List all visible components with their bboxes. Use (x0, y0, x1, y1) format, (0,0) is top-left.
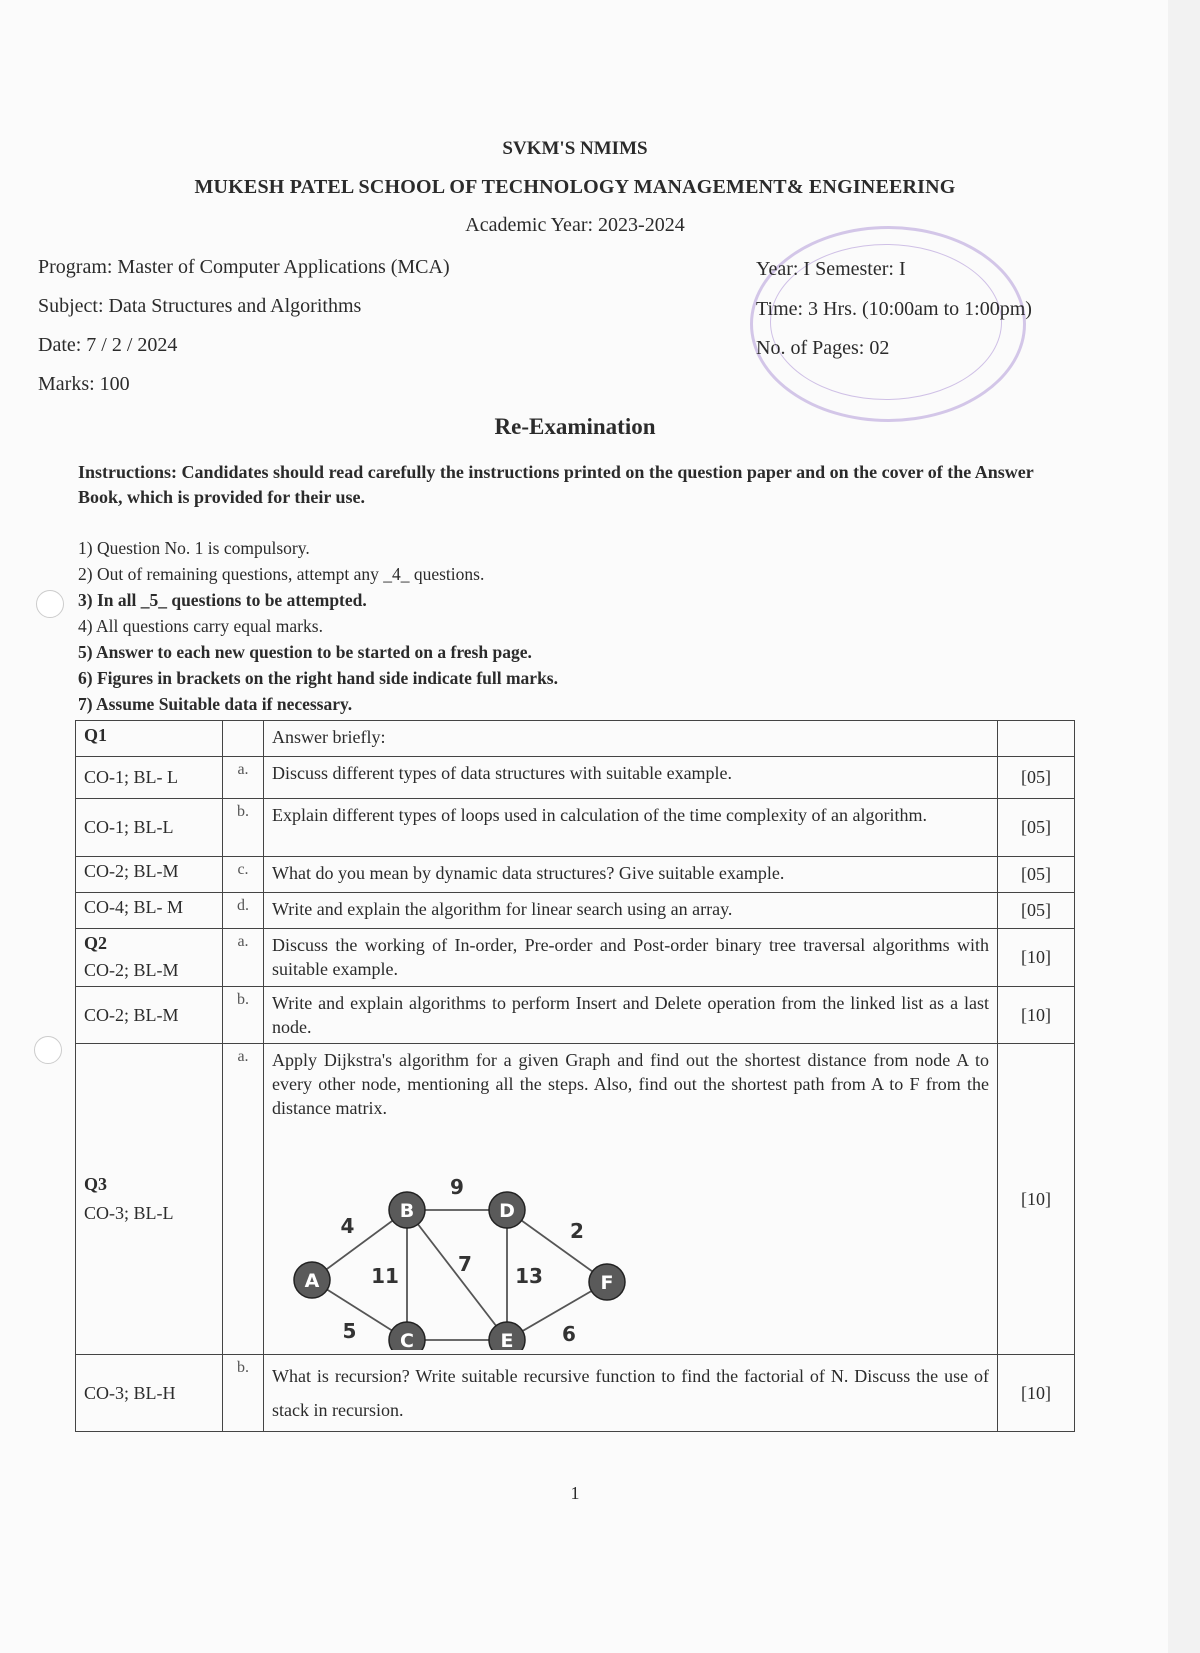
school-name: MUKESH PATEL SCHOOL OF TECHNOLOGY MANAGEMENT& ENGINEERING (194, 176, 956, 198)
instructions: Instructions: Candidates should read carefully the instructions printed on the question paper and on the cover of the Answer Book, which is provided for their use. (78, 462, 1034, 507)
node-label: C (400, 1330, 414, 1350)
co-bl: CO-2; BL-M (84, 960, 179, 980)
rule-item: 6) Figures in brackets on the right hand side indicate full marks. (78, 668, 558, 688)
rules-list (78, 535, 558, 717)
question-marks: [10] (998, 1044, 1075, 1355)
table-row: CO-4; BL- M d. Write and explain the algorithm for linear search using an array. [05] (76, 893, 1075, 929)
rule-item: 3) In all _5_ questions to be attempted. (78, 590, 367, 610)
table-row: CO-2; BL-M b. Write and explain algorithms to perform Insert and Delete operation from the linked list as a last node. [10] (76, 987, 1075, 1044)
edge-weight: 5 (342, 1319, 357, 1343)
edge-weight: 6 (562, 1322, 576, 1346)
question-text: What is recursion? Write suitable recursive function to find the factorial of N. Discuss the use of stack in recursion. (264, 1355, 998, 1432)
rule-item: 7) Assume Suitable data if necessary. (78, 694, 353, 714)
table-row: CO-3; BL-H b. What is recursion? Write suitable recursive function to find the factorial of N. Discuss the use of stack in recursion. [10] (76, 1355, 1075, 1432)
question-text: Write and explain algorithms to perform Insert and Delete operation from the linked list as a last node. (264, 987, 998, 1044)
question-text: Discuss different types of data structures with suitable example. (264, 757, 998, 799)
edge-weight: 7 (458, 1252, 472, 1276)
punch-hole (36, 590, 64, 618)
edge-weight: 9 (450, 1175, 464, 1199)
subject: Subject: Data Structures and Algorithms (38, 295, 362, 317)
punch-hole (34, 1036, 62, 1064)
question-number: Q2 (84, 933, 108, 953)
node-label: D (499, 1200, 515, 1222)
question-number: Q1 (76, 721, 223, 757)
table-row: Q3 CO-3; BL-L a. Apply Dijkstra's algorithm for a given Graph and find out the shortest distance from node A to every other node, mentioning all the steps. Also, find out the shortest path from A to F from the distance matrix. 4 5 11 9 7 13 2 6 A B C D E F [10] (76, 1044, 1075, 1355)
question-marks: [10] (998, 1355, 1075, 1432)
rule-item: 1) Question No. 1 is compulsory. (78, 538, 310, 558)
edge-weight: 2 (570, 1219, 584, 1243)
dijkstra-graph (272, 1130, 672, 1350)
question-marks: [05] (998, 757, 1075, 799)
question-marks: [10] (998, 987, 1075, 1044)
node-label: B (399, 1200, 415, 1222)
co-bl: CO-2; BL-M (76, 987, 223, 1044)
question-marks: [05] (998, 857, 1075, 893)
question-text: Apply Dijkstra's algorithm for a given Graph and find out the shortest distance from node A to every other node, mentioning all the steps. Also, find out the shortest path from A to F from the distance matrix. (272, 1050, 989, 1118)
graph-edge-BE (407, 1210, 507, 1340)
question-marks: [10] (998, 929, 1075, 987)
question-table (75, 720, 1075, 1432)
question-text: Explain different types of loops used in calculation of the time complexity of an algorithm. (264, 799, 998, 857)
year-semester: Year: I Semester: I (756, 258, 906, 280)
question-text: Discuss the working of In-order, Pre-order and Post-order binary tree traversal algorithms with suitable example. (264, 929, 998, 987)
program: Program: Master of Computer Applications (MCA) (38, 256, 450, 278)
question-marks: [05] (998, 893, 1075, 929)
question-text: Write and explain the algorithm for linear search using an array. (264, 893, 998, 929)
co-bl: CO-1; BL-L (76, 799, 223, 857)
rule-item: 4) All questions carry equal marks. (78, 616, 323, 636)
edge-weight: 4 (340, 1214, 355, 1238)
institute-name: SVKM'S NMIMS (502, 138, 648, 159)
table-row: CO-1; BL-L b. Explain different types of loops used in calculation of the time complexity of an algorithm. [05] (76, 799, 1075, 857)
rule-item: 5) Answer to each new question to be started on a fresh page. (78, 642, 532, 662)
academic-year: Academic Year: 2023-2024 (465, 214, 685, 236)
node-label: E (500, 1330, 514, 1350)
table-row: Q2 CO-2; BL-M a. Discuss the working of In-order, Pre-order and Post-order binary tree traversal algorithms with suitable example. [10] (76, 929, 1075, 987)
table-row: CO-1; BL- L a. Discuss different types of data structures with suitable example. [05] (76, 757, 1075, 799)
page-number: 1 (570, 1483, 580, 1503)
exam-title: Re-Examination (494, 414, 656, 439)
edge-weight: 11 (371, 1264, 399, 1288)
total-marks: Marks: 100 (38, 373, 130, 395)
co-bl: CO-2; BL-M (76, 857, 223, 893)
co-bl: CO-1; BL- L (76, 757, 223, 799)
table-row (76, 721, 1075, 757)
scan-edge (1168, 0, 1200, 1653)
question-text: What do you mean by dynamic data structures? Give suitable example. (264, 857, 998, 893)
question-number: Q3 (84, 1174, 108, 1194)
co-bl: CO-4; BL- M (76, 893, 223, 929)
co-bl: CO-3; BL-L (84, 1203, 174, 1223)
question-heading: Answer briefly: (264, 721, 998, 757)
exam-date: Date: 7 / 2 / 2024 (38, 334, 178, 356)
rule-item: 2) Out of remaining questions, attempt any _4_ questions. (78, 564, 485, 584)
co-bl: CO-3; BL-H (76, 1355, 223, 1432)
exam-time: Time: 3 Hrs. (10:00am to 1:00pm) (756, 298, 1032, 320)
node-label: A (304, 1270, 320, 1292)
edge-weight: 13 (515, 1264, 543, 1288)
page-count: No. of Pages: 02 (756, 337, 890, 359)
table-row: CO-2; BL-M c. What do you mean by dynamic data structures? Give suitable example. [05] (76, 857, 1075, 893)
question-marks: [05] (998, 799, 1075, 857)
node-label: F (600, 1272, 614, 1294)
